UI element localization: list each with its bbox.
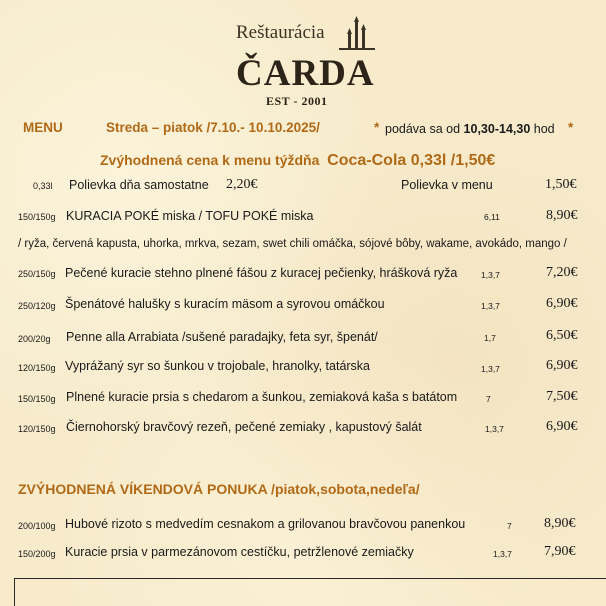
promo-text: Zvýhodnená cena k menu týždňa [100,152,320,168]
weekend-title: ZVÝHODNENÁ VÍKENDOVÁ PONUKA /piatok,sobota,nedeľa/ [18,481,420,497]
poke-ingredients-note: / ryža, červená kapusta, uhorka, mrkva, sezam, swet chili omáčka, sójové bôby, wakame, avokádo, mango / [18,238,567,250]
item-price: 6,90€ [546,358,578,373]
item-name: Vyprážaný syr so šunkou v trojobale, hranolky, tatárska [65,359,371,373]
poke-price: 8,90€ [546,208,578,223]
item-allergens: 1,3,7 [481,301,500,311]
item-allergens: 1,3,7 [481,364,500,374]
poke-name: KURACIA POKÉ miska / TOFU POKÉ miska [66,209,314,223]
item-price: 6,90€ [546,419,578,434]
star-left: * [374,120,380,135]
weekend-item-allergens: 1,3,7 [493,549,512,559]
item-allergens: 1,3,7 [481,270,500,280]
serving-hours [385,122,555,136]
soup-weight: 0,33l [33,181,53,191]
star-right: * [568,120,574,135]
item-allergens: 7 [486,394,491,404]
item-name: Špenátové halušky s kuracím mäsom a syrovou omáčkou [65,297,385,311]
poke-allergens: 6,11 [484,212,500,222]
promo-line [100,152,495,170]
item-name: Pečené kuracie stehno plnené fášou z kuracej pečienky, hrášková ryža [65,266,458,280]
item-name: Čiernohorský bravčový rezeň, pečené zemiaky , kapustový šalát [66,420,422,434]
menu-dates: Streda – piatok /7.10.- 10.10.2025/ [106,120,320,135]
bottom-divider-left [14,578,15,606]
item-weight: 150/150g [18,394,56,404]
soup-name: Polievka dňa samostatne [69,178,209,192]
serving-prefix: podáva sa od [385,122,461,136]
item-name: Plnené kuracie prsia s chedarom a šunkou, zemiaková kaša s batátom [66,390,458,404]
item-weight: 200/20g [18,334,51,344]
bottom-divider [14,578,606,579]
weekend-item-weight: 200/100g [18,521,56,531]
item-price: 6,90€ [546,296,578,311]
serving-time: 10,30-14,30 [463,122,531,136]
item-allergens: 1,3,7 [485,424,504,434]
logo-restaurant-label: Reštaurácia [236,22,325,43]
item-price: 7,20€ [546,265,578,280]
weekend-item-name: Hubové rizoto s medvedím cesnakom a grilovanou bravčovou panenkou [65,517,466,531]
castle-icon [335,16,379,56]
soup-menu-name: Polievka v menu [401,178,493,192]
logo-est: EST - 2001 [266,94,328,108]
weekend-item-price: 8,90€ [544,516,576,531]
weekend-item-allergens: 7 [507,521,512,531]
item-weight: 250/150g [18,269,56,279]
logo-name: ČARDA [236,53,375,94]
soup-price: 2,20€ [226,177,258,192]
weekend-item-price: 7,90€ [544,544,576,559]
item-weight: 250/120g [18,301,56,311]
poke-weight: 150/150g [18,212,56,222]
soup-menu-price: 1,50€ [545,177,577,192]
serving-suffix: hod [533,122,555,136]
item-allergens: 1,7 [484,333,496,343]
item-name: Penne alla Arrabiata /sušené paradajky, feta syr, špenát/ [66,330,378,344]
weekend-item-name: Kuracie prsia v parmezánovom cestíčku, petržlenové zemiačky [65,545,414,559]
item-weight: 120/150g [18,363,56,373]
item-price: 6,50€ [546,328,578,343]
menu-label: MENU [23,120,63,135]
item-price: 7,50€ [546,389,578,404]
weekend-item-weight: 150/200g [18,549,56,559]
promo-drink: Coca-Cola 0,33l /1,50€ [327,152,496,169]
item-weight: 120/150g [18,424,56,434]
